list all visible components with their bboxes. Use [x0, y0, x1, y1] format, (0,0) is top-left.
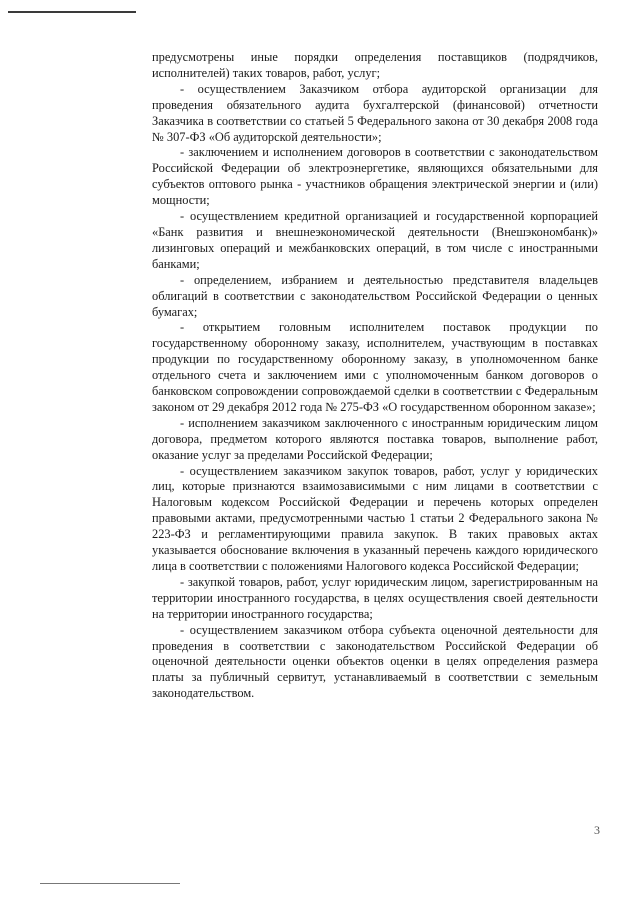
paragraph-1: - осуществлением Заказчиком отбора аудиторской организации для проведения обязательного аудита бухгалтерской (финансовой) отчетности Заказчика в соответствии со статьей 5 Федерального закона от 30 декабря 2008 года № 307-ФЗ «Об аудиторской деятельности»; [152, 81, 598, 144]
scan-artifact-top-line [8, 11, 136, 13]
page-number: 3 [594, 823, 600, 837]
paragraph-6: - исполнением заказчиком заключенного с иностранным юридическим лицом договора, предметом которого являются поставка товаров, выполнение работ, оказание услуг за пределами Российской Федерации; [152, 415, 598, 462]
paragraph-0: предусмотрены иные порядки определения поставщиков (подрядчиков, исполнителей) таких товаров, работ, услуг; [152, 50, 598, 80]
paragraph-9: - осуществлением заказчиком отбора субъекта оценочной деятельности для проведения в соответствии с законодательством Российской Федерации об оценочной деятельности оценки объектов оценки в целях определения размера платы за публичный сервитут, устанавливаемый в соответствии с земельным законодательством. [152, 622, 598, 701]
paragraph-2: - заключением и исполнением договоров в соответствии с законодательством Российской Федерации об электроэнергетике, являющихся обязательными для субъектов оптового рынка - участников обращения электрической энергии и (или) мощности; [152, 145, 598, 208]
paragraph-8: - закупкой товаров, работ, услуг юридическим лицом, зарегистрированным на территории иностранного государства, в целях осуществления своей деятельности на территории иностранного государства; [152, 574, 598, 621]
scan-artifact-bottom-line [40, 883, 180, 884]
paragraph-7: - осуществлением заказчиком закупок товаров, работ, услуг у юридических лиц, которые признаются взаимозависимыми с ним лицами в соответствии с Налоговым кодексом Российской Федерации и перечень которых определен правовыми актами, предусмотренными частью 1 статьи 2 Федерального закона № 223-ФЗ и регламентирующими правила закупок. В таких правовых актах указывается обоснование включения в указанный перечень каждого юридического лица в соответствии с положениями Налогового кодекса Российской Федерации; [152, 463, 598, 573]
paragraph-5: - открытием головным исполнителем поставок продукции по государственному оборонному заказу, исполнителем, участвующим в поставках продукции по государственному оборонному заказу, в уполномоченном банке отдельного счета и заключением ими с уполномоченным банком договоров о банковском сопровождении сопровождаемой сделки в соответствии с Федеральным законом от 29 декабря 2012 года № 275-ФЗ «О государственном оборонном заказе»; [152, 320, 598, 414]
document-body [152, 50, 598, 702]
paragraph-3: - осуществлением кредитной организацией и государственной корпорацией «Банк развития и внешнеэкономической деятельности (Внешэкономбанк)» лизинговых операций и межбанковских операций, в том числе с иностранными банками; [152, 209, 598, 271]
paragraph-4: - определением, избранием и деятельностью представителя владельцев облигаций в соответствии с законодательством Российской Федерации о ценных бумагах; [152, 272, 598, 319]
